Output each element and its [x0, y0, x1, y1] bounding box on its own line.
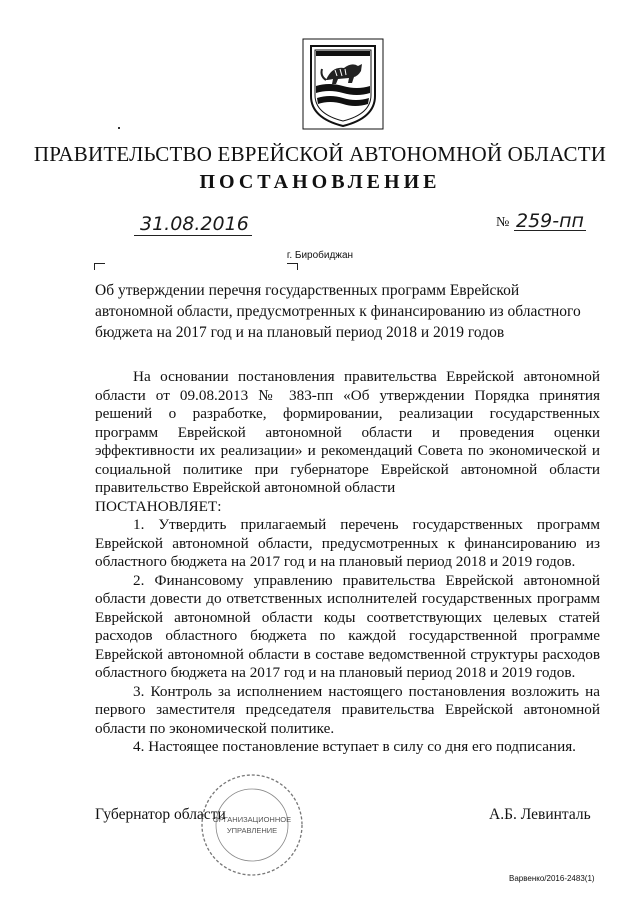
document-subject: Об утверждении перечня государственных программ Еврейской автономной области, предусмотренных к финансированию из областного бюджета на 2017 год и на плановый период 2018 и 2019 годов [95, 282, 581, 341]
footer-reference: Варвенко/2016-2483(1) [509, 874, 595, 883]
stamp-line-1: ОРГАНИЗАЦИОННОЕ [212, 815, 292, 824]
resolution-item-3: 3. Контроль за исполнением настоящего постановления возложить на первого заместителя председателя правительства Еврейской автономной области по экономической политике. [95, 682, 600, 737]
official-stamp [190, 770, 315, 880]
city-label: г. Биробиджан [286, 250, 354, 261]
document-type-heading: ПОСТАНОВЛЕНИЕ [199, 171, 441, 193]
stamp-line-2: УПРАВЛЕНИЕ [226, 826, 278, 835]
resolution-item-4: 4. Настоящее постановление вступает в силу со дня его подписания. [133, 738, 576, 755]
signer-title: Губернатор области [95, 806, 226, 823]
resolution-item-1: 1. Утвердить прилагаемый перечень государственных программ Еврейской автономной области, предусмотренных к финансированию из областного бюджета на 2017 год и на плановый период 2018 и 2019 годов. [95, 516, 600, 570]
document-body [95, 368, 600, 757]
resolves-heading: ПОСТАНОВЛЯЕТ: [95, 497, 222, 515]
subject-corner-right [287, 263, 298, 270]
number-underline [514, 230, 586, 231]
document-date: 31.08.2016 [140, 213, 249, 235]
subject-corner-left [94, 263, 105, 270]
date-underline [134, 235, 252, 236]
coat-of-arms-emblem [302, 38, 384, 130]
government-title: ПРАВИТЕЛЬСТВО ЕВРЕЙСКОЙ АВТОНОМНОЙ ОБЛАСТИ [33, 142, 607, 166]
resolution-item-2: 2. Финансовому управлению правительства Еврейской автономной области довести до ответственных исполнителей государственных программ Еврейской автономной области коды соответствующих целевых статей расходов областного бюджета по каждой государственной программе Еврейской автономной области в составе ведомственной структуры расходов областного бюджета на 2017 год и на плановый период 2018 и 2019 годов. [95, 571, 600, 681]
number-sign: № [496, 215, 510, 230]
scan-speck [118, 127, 120, 129]
document-number: 259-пп [516, 210, 584, 232]
preamble-paragraph: На основании постановления правительства Еврейской автономной области от 09.08.2013 № 383-пп «Об утверждении Порядка принятия решений о разработке, формировании, реализации государственных программ Еврейской автономной области и проведения оценки эффективности их реализации» и рекомендаций Совета по экономической и социальной политике при губернаторе Еврейской автономной области правительство Еврейской автономной области [95, 368, 600, 496]
signer-name: А.Б. Левинталь [489, 806, 591, 823]
